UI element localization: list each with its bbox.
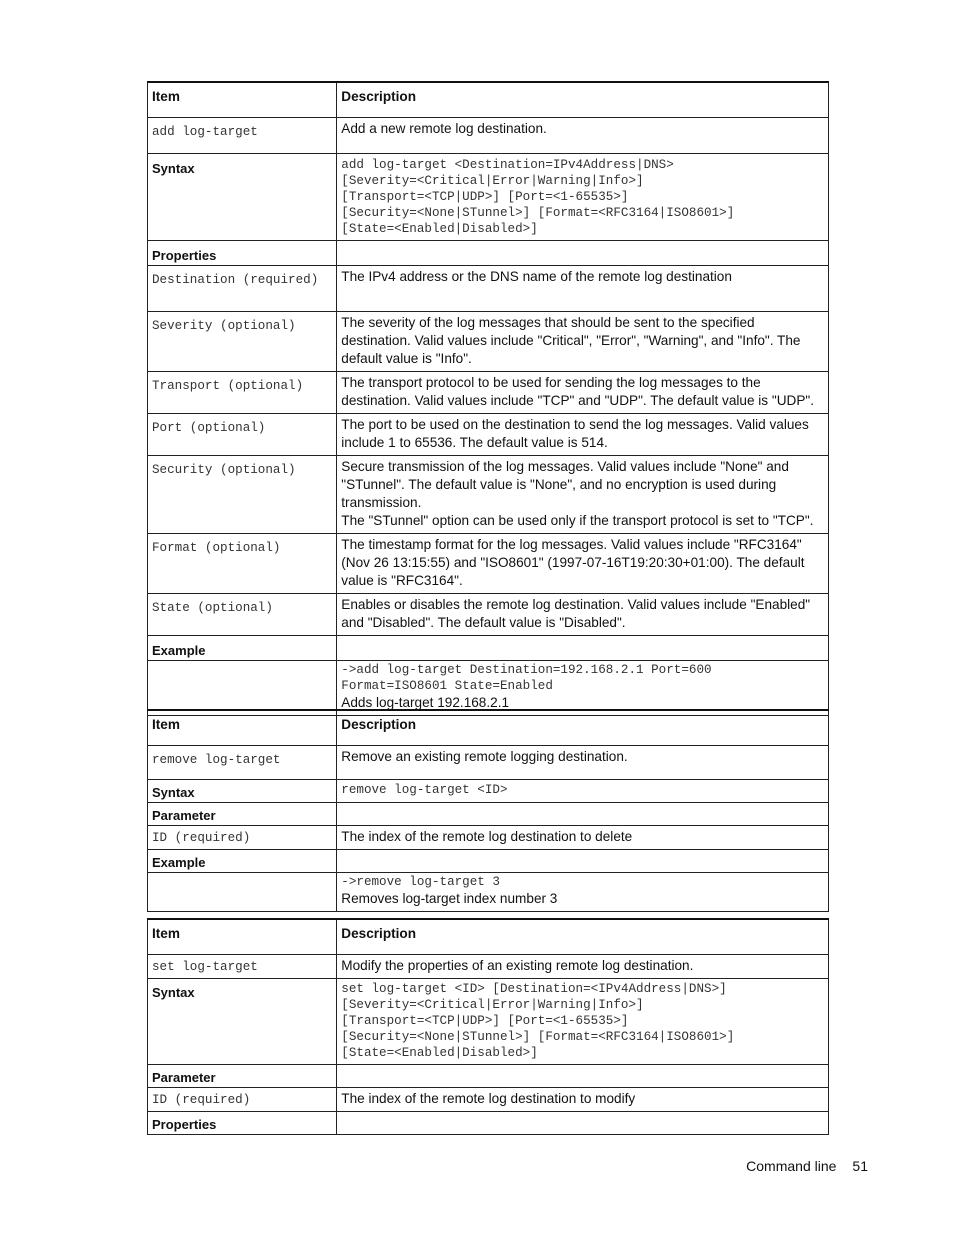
example-code-line: ->remove log-target 3 bbox=[341, 875, 500, 889]
empty-cell bbox=[337, 241, 829, 266]
parameter-label: Parameter bbox=[148, 803, 337, 826]
syntax-line: [Severity=<Critical|Error|Warning|Info>] bbox=[341, 998, 644, 1012]
header-item: Item bbox=[148, 82, 337, 118]
command-description: Modify the properties of an existing remote log destination. bbox=[337, 955, 829, 979]
empty-cell bbox=[337, 850, 829, 873]
property-description: The timestamp format for the log messages. Valid values include "RFC3164" (Nov 26 13:15:55) and "ISO8601" (1997-07-16T19:20:30+01:00). The default value is "RFC3164". bbox=[337, 534, 829, 594]
syntax-label: Syntax bbox=[148, 979, 337, 1065]
syntax-line: set log-target <ID> [Destination=<IPv4Address|DNS>] bbox=[341, 982, 727, 996]
example-code-line: ->add log-target Destination=192.168.2.1 Port=600 bbox=[341, 663, 712, 677]
property-description: The IPv4 address or the DNS name of the remote log destination bbox=[337, 266, 829, 312]
command-description: Remove an existing remote logging destination. bbox=[337, 746, 829, 780]
empty-cell bbox=[337, 1112, 829, 1135]
property-name: State (optional) bbox=[148, 594, 337, 636]
syntax-line: [State=<Enabled|Disabled>] bbox=[341, 1046, 538, 1060]
parameter-label: Parameter bbox=[148, 1065, 337, 1088]
property-row bbox=[148, 456, 829, 534]
remove-log-target-table bbox=[147, 709, 829, 912]
syntax-line: [Security=<None|STunnel>] [Format=<RFC3164|ISO8601>] bbox=[341, 1030, 735, 1044]
properties-label: Properties bbox=[148, 1112, 337, 1135]
property-name: Port (optional) bbox=[148, 414, 337, 456]
parameter-row bbox=[148, 1088, 829, 1112]
header-description: Description bbox=[337, 919, 829, 955]
syntax-line: remove log-target <ID> bbox=[341, 783, 508, 797]
page-number: 51 bbox=[852, 1158, 868, 1174]
example-code-line: Format=ISO8601 State=Enabled bbox=[341, 679, 553, 693]
syntax-line: [State=<Enabled|Disabled>] bbox=[341, 222, 538, 236]
empty-cell bbox=[337, 636, 829, 661]
example-block bbox=[337, 873, 829, 912]
command-description: Add a new remote log destination. bbox=[337, 118, 829, 154]
parameter-name: ID (required) bbox=[148, 826, 337, 850]
property-description: The transport protocol to be used for sending the log messages to the destination. Valid values include "TCP" and "UDP". The default value is "UDP". bbox=[337, 372, 829, 414]
syntax-label: Syntax bbox=[148, 154, 337, 241]
property-description: Secure transmission of the log messages. Valid values include "None" and "STunnel". The default value is "None", and no encryption is used during transmission. The "STunnel" option can be used only if the transport protocol is set to "TCP". bbox=[337, 456, 829, 534]
syntax-block bbox=[337, 780, 829, 803]
syntax-block bbox=[337, 154, 829, 241]
command-name: add log-target bbox=[148, 118, 337, 154]
syntax-line: add log-target <Destination=IPv4Address|DNS> bbox=[341, 158, 674, 172]
example-label: Example bbox=[148, 850, 337, 873]
command-name: set log-target bbox=[148, 955, 337, 979]
syntax-label: Syntax bbox=[148, 780, 337, 803]
property-description: Enables or disables the remote log destination. Valid values include "Enabled" and "Disabled". The default value is "Disabled". bbox=[337, 594, 829, 636]
empty-cell bbox=[148, 661, 337, 716]
set-log-target-table bbox=[147, 918, 829, 1135]
property-name: Destination (required) bbox=[148, 266, 337, 312]
property-description: The port to be used on the destination to send the log messages. Valid values include 1 to 65536. The default value is 514. bbox=[337, 414, 829, 456]
property-name: Severity (optional) bbox=[148, 312, 337, 372]
page-footer bbox=[746, 1158, 868, 1174]
syntax-block bbox=[337, 979, 829, 1065]
property-row bbox=[148, 372, 829, 414]
property-description: The severity of the log messages that should be sent to the specified destination. Valid values include "Critical", "Error", "Warning", and "Info". The default value is "Info". bbox=[337, 312, 829, 372]
parameter-name: ID (required) bbox=[148, 1088, 337, 1112]
example-block bbox=[337, 661, 829, 716]
example-text: Adds log-target 192.168.2.1 bbox=[341, 695, 510, 710]
parameter-description: The index of the remote log destination to delete bbox=[337, 826, 829, 850]
property-name: Security (optional) bbox=[148, 456, 337, 534]
header-description: Description bbox=[337, 710, 829, 746]
syntax-line: [Transport=<TCP|UDP>] [Port=<1-65535>] bbox=[341, 1014, 629, 1028]
property-name: Transport (optional) bbox=[148, 372, 337, 414]
header-item: Item bbox=[148, 919, 337, 955]
example-text: Removes log-target index number 3 bbox=[341, 891, 558, 906]
example-label: Example bbox=[148, 636, 337, 661]
syntax-line: [Security=<None|STunnel>] [Format=<RFC3164|ISO8601>] bbox=[341, 206, 735, 220]
property-name: Format (optional) bbox=[148, 534, 337, 594]
parameter-row bbox=[148, 826, 829, 850]
property-row bbox=[148, 594, 829, 636]
parameter-description: The index of the remote log destination to modify bbox=[337, 1088, 829, 1112]
property-row bbox=[148, 534, 829, 594]
syntax-line: [Transport=<TCP|UDP>] [Port=<1-65535>] bbox=[341, 190, 629, 204]
header-item: Item bbox=[148, 710, 337, 746]
footer-section: Command line bbox=[746, 1158, 837, 1174]
command-name: remove log-target bbox=[148, 746, 337, 780]
syntax-line: [Severity=<Critical|Error|Warning|Info>] bbox=[341, 174, 644, 188]
empty-cell bbox=[148, 873, 337, 912]
empty-cell bbox=[337, 803, 829, 826]
empty-cell bbox=[337, 1065, 829, 1088]
property-row bbox=[148, 312, 829, 372]
add-log-target-table bbox=[147, 81, 829, 716]
properties-label: Properties bbox=[148, 241, 337, 266]
property-row bbox=[148, 414, 829, 456]
property-row bbox=[148, 266, 829, 312]
header-description: Description bbox=[337, 82, 829, 118]
